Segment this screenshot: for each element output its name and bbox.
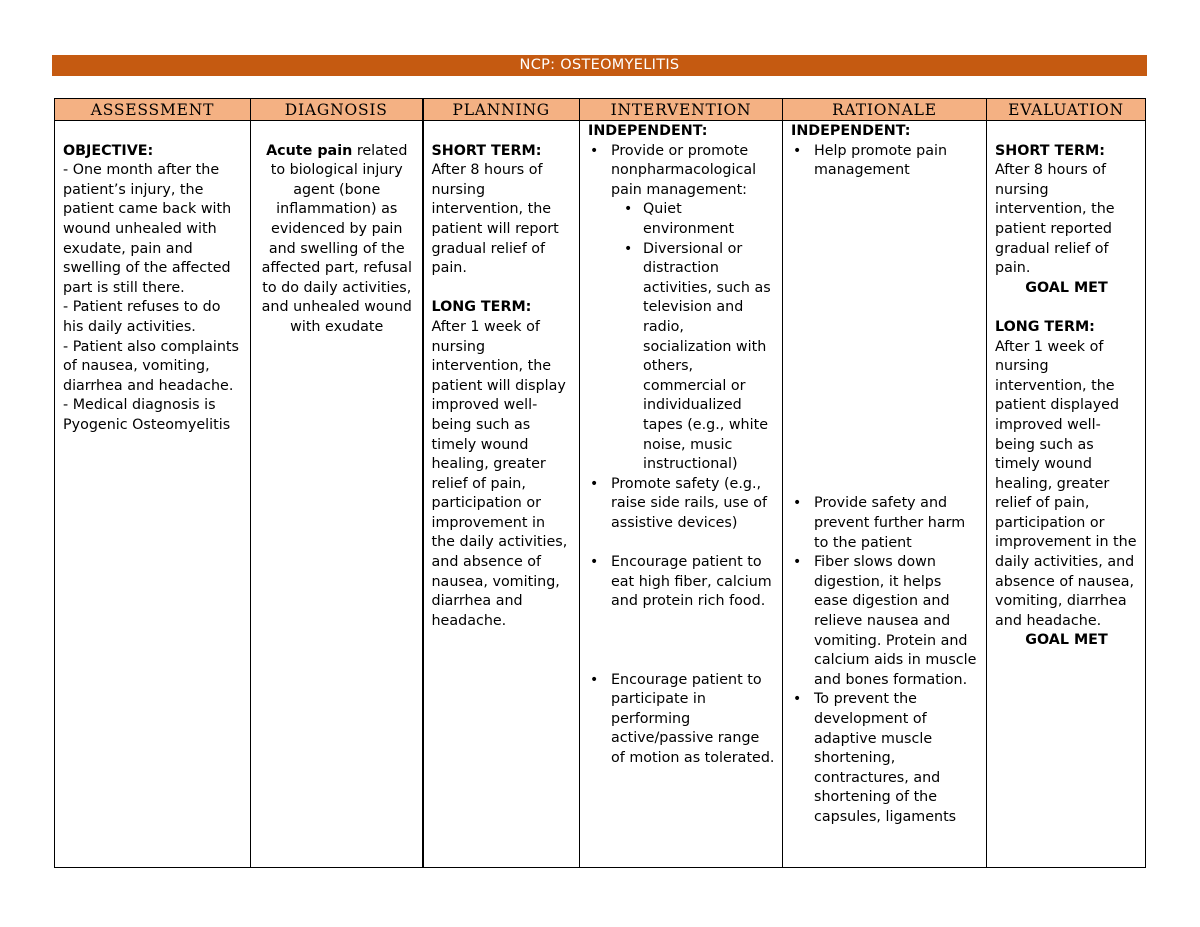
header-evaluation: EVALUATION [987, 99, 1146, 121]
list-item: • Diversional or distraction activities, such as television and radio, socialization with others, commercial or individualized tapes (e.g., white noise, music instructional) [621, 240, 775, 475]
evaluation-long-label: LONG TERM: [995, 318, 1095, 335]
list-item: • Help promote pain management [791, 142, 979, 181]
rationale-list [791, 142, 979, 828]
intervention-sublist [611, 200, 775, 474]
planning-short-text: After 8 hours of nursing intervention, the patient will report gradual relief of pain. [431, 162, 559, 277]
list-item: • Encourage patient to eat high fiber, calcium and protein rich food. [588, 553, 775, 612]
list-item: • Promote safety (e.g., raise side rails, use of assistive devices) [588, 475, 775, 534]
diagnosis-cell [251, 121, 423, 868]
evaluation-short-label: SHORT TERM: [995, 142, 1105, 159]
ncp-table [54, 98, 1146, 868]
list-item: • To prevent the development of adaptive muscle shortening, contractures, and shortening of the capsules, ligaments [791, 690, 979, 827]
diagnosis-bold: Acute pain [266, 142, 353, 159]
assessment-line: - Patient refuses to do his daily activities. [63, 299, 221, 335]
content-row [55, 121, 1146, 868]
header-planning: PLANNING [423, 99, 580, 121]
intervention-label: INDEPENDENT: [588, 123, 708, 139]
goal-met-badge: GOAL MET [1025, 632, 1108, 649]
list-item [588, 142, 775, 475]
diagnosis-text: related to biological injury agent (bone inflammation) as evidenced by pain and swelling of the affected part, refusal to do daily activities, and unhealed wound with exudate [261, 142, 412, 335]
planning-long-label: LONG TERM: [431, 299, 532, 316]
planning-short-label: SHORT TERM: [431, 142, 542, 159]
list-item: • Quiet environment [621, 200, 775, 239]
document-title: NCP: OSTEOMYELITIS [52, 55, 1147, 76]
intervention-cell [580, 121, 783, 868]
list-item: • Provide safety and prevent further harm to the patient [791, 494, 979, 553]
list-item: • Fiber slows down digestion, it helps ease digestion and relieve nausea and vomiting. Protein and calcium aids in muscle and bones formation. [791, 553, 979, 690]
planning-cell [423, 121, 580, 868]
assessment-line: - One month after the patient’s injury, the patient came back with wound unhealed with exudate, pain and swelling of the affected part is still there. [63, 162, 232, 296]
header-intervention: INTERVENTION [580, 99, 783, 121]
goal-met-badge: GOAL MET [1025, 279, 1108, 296]
intervention-list [588, 142, 775, 769]
header-row [55, 99, 1146, 121]
intervention-item-1: Provide or promote nonpharmacological pain management: [611, 142, 757, 198]
evaluation-long-text: After 1 week of nursing intervention, the patient displayed improved well-being such as timely wound healing, greater relief of pain, participation or improvement in the daily activities, and absence of nausea, vomiting, diarrhea and headache. [995, 338, 1137, 629]
evaluation-short-text: After 8 hours of nursing intervention, the patient reported gradual relief of pain. [995, 162, 1115, 277]
header-rationale: RATIONALE [783, 99, 987, 121]
header-assessment: ASSESSMENT [55, 99, 251, 121]
assessment-line: - Patient also complaints of nausea, vomiting, diarrhea and headache. [63, 338, 239, 394]
assessment-cell [55, 121, 251, 868]
evaluation-cell [987, 121, 1146, 868]
header-diagnosis: DIAGNOSIS [251, 99, 423, 121]
planning-long-text: After 1 week of nursing intervention, the patient will display improved well-being such as timely wound healing, greater relief of pain, participation or improvement in the daily activities, and absence of nausea, vomiting, diarrhea and headache. [431, 318, 568, 629]
rationale-label: INDEPENDENT: [791, 123, 911, 139]
objective-label: OBJECTIVE: [63, 142, 154, 159]
diagnosis-statement [259, 142, 415, 338]
rationale-cell [783, 121, 987, 868]
assessment-line: - Medical diagnosis is Pyogenic Osteomyelitis [63, 397, 231, 433]
list-item: • Encourage patient to participate in performing active/passive range of motion as tolerated. [588, 671, 775, 769]
